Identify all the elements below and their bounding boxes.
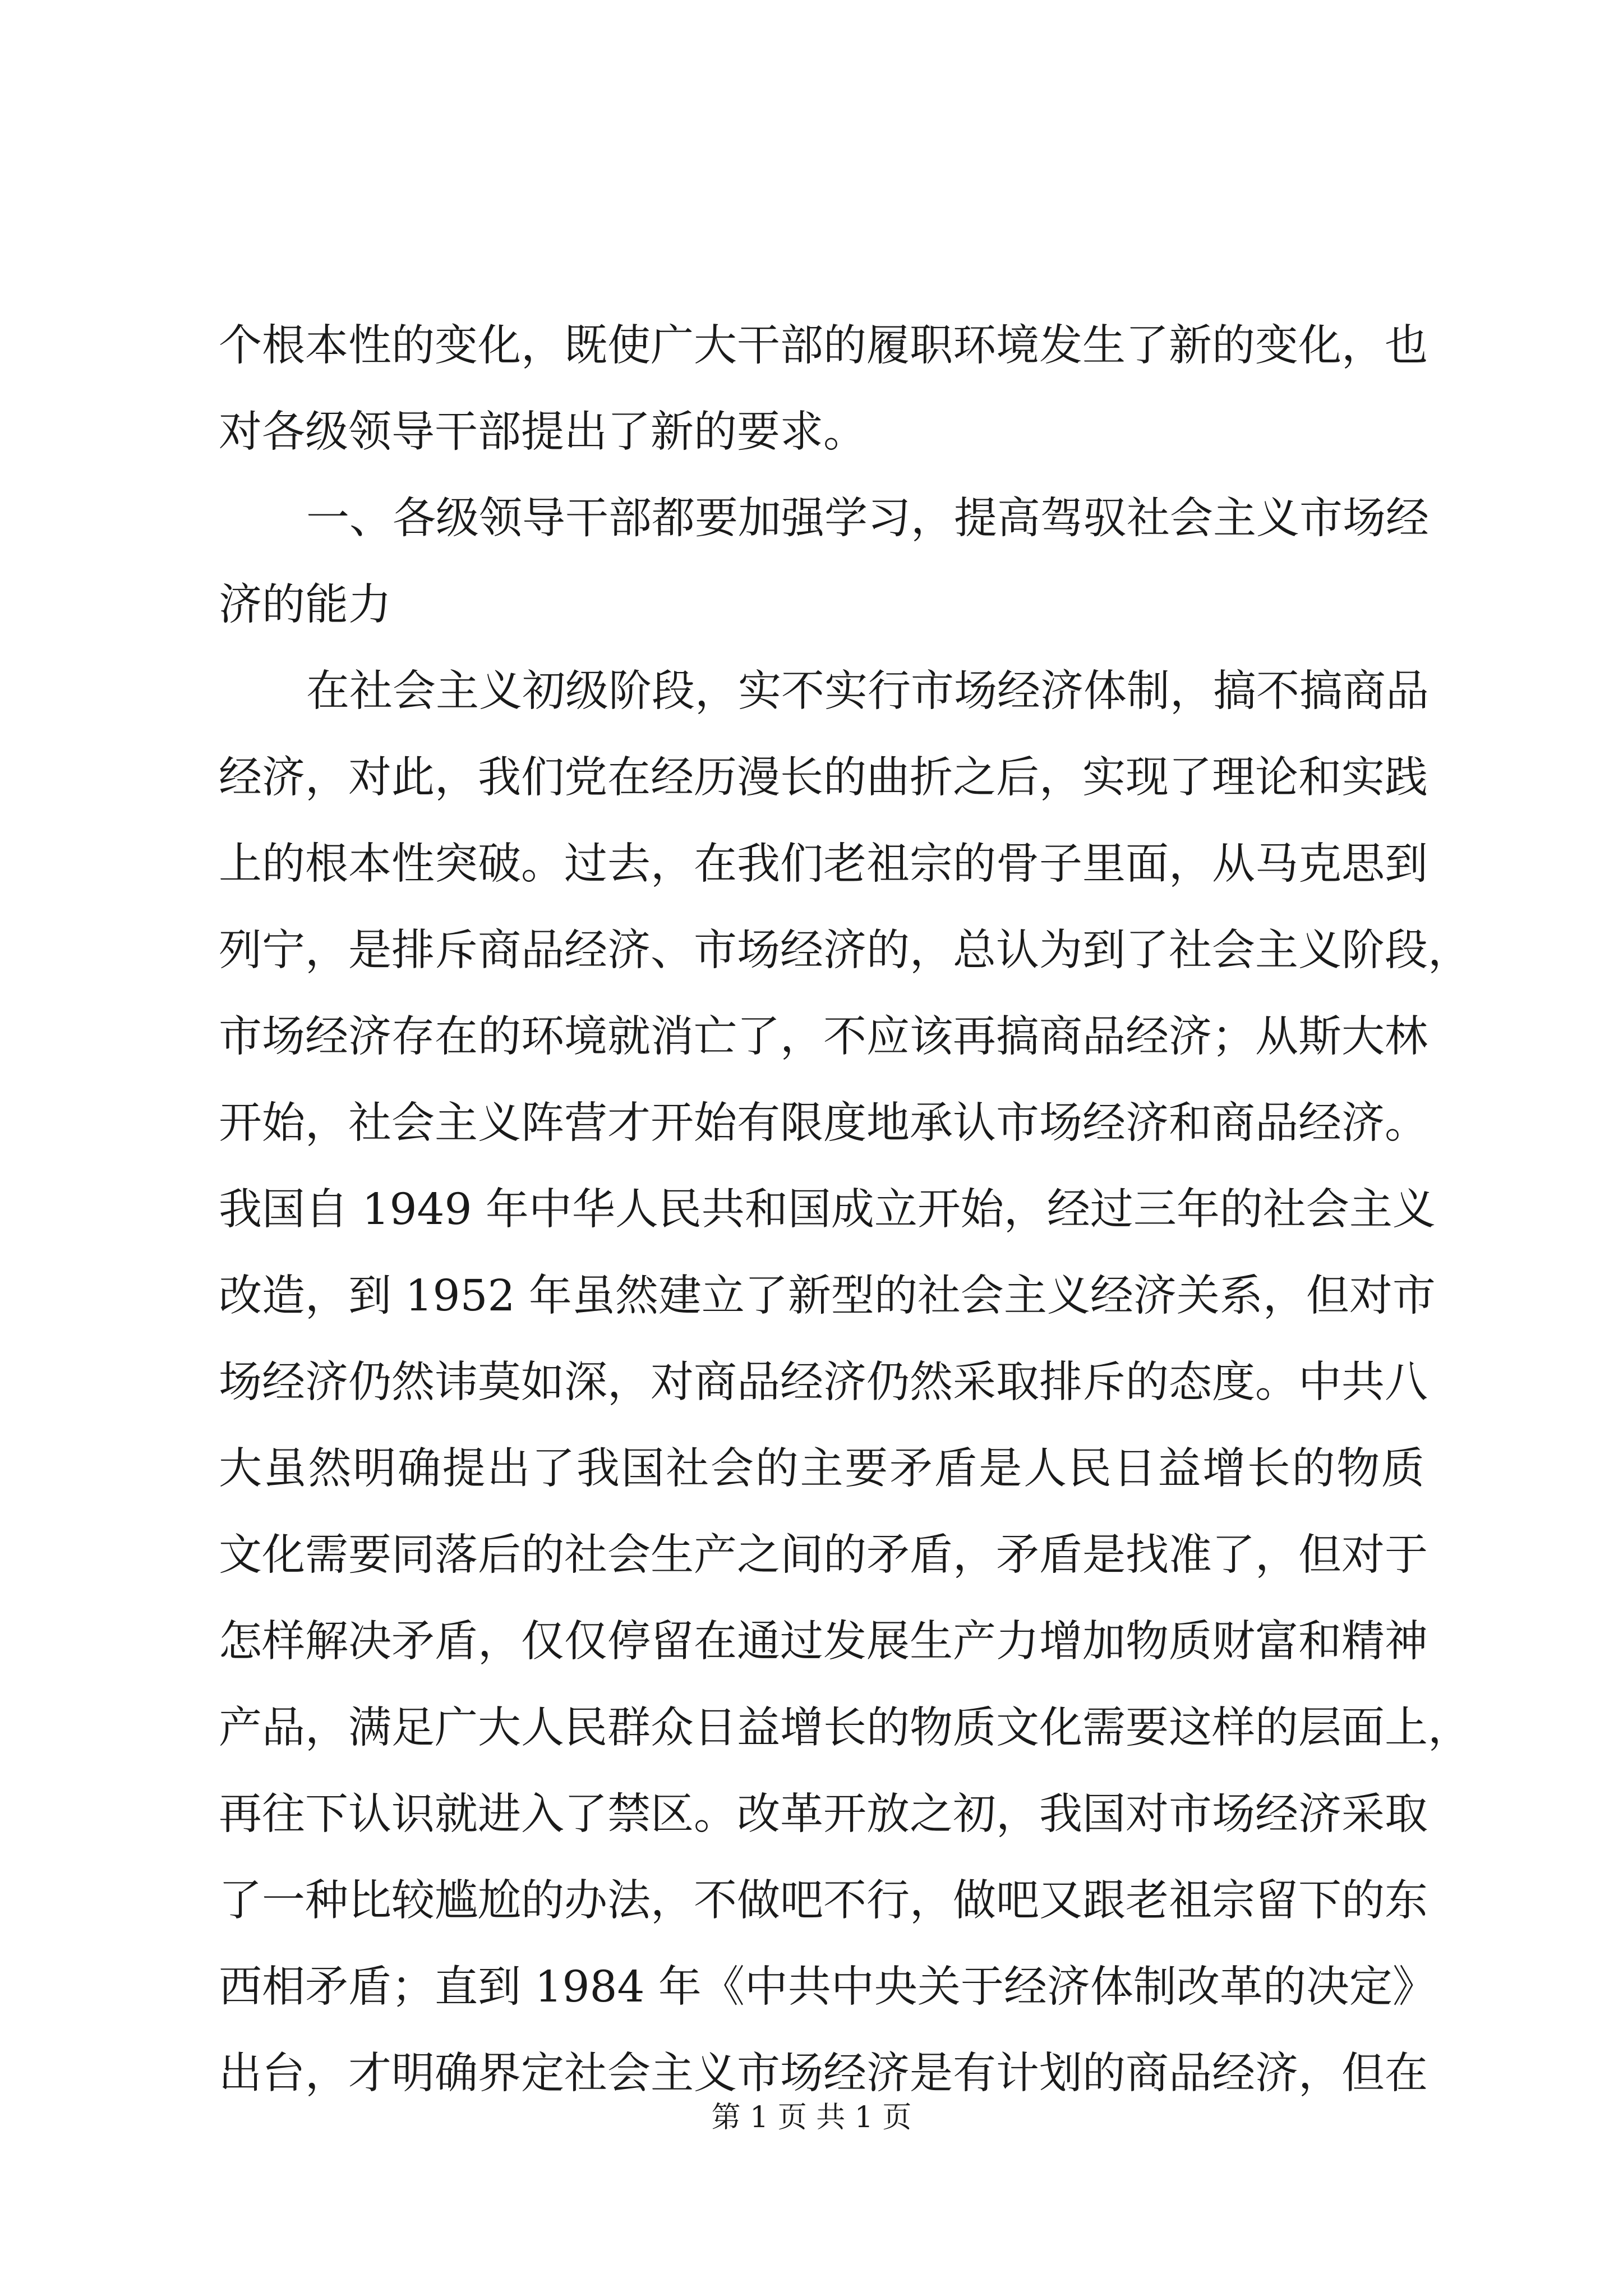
text-line-21: 出台，才明确界定社会主义市场经济是有计划的商品经济，但在 [219,2049,1428,2099]
text-line-18: 再往下认识就进入了禁区。改革开放之初，我国对市场经济采取 [219,1789,1428,1839]
section-heading-line-1: 一、各级领导干部都要加强学习，提高驾驭社会主义市场经 [306,494,1429,544]
text-line-20: 西相矛盾；直到 1984 年《中共中央关于经济体制改革的决定》 [219,1962,1436,2012]
text-line-12: 改造，到 1952 年虽然建立了新型的社会主义经济关系，但对市 [219,1271,1436,1321]
text-line-8: 列宁，是排斥商品经济、市场经济的，总认为到了社会主义阶段， [219,926,1471,976]
text-line-17: 产品，满足广大人民群众日益增长的物质文化需要这样的层面上， [219,1703,1471,1753]
section-heading-line-2: 济的能力 [219,580,391,630]
text-line-15: 文化需要同落后的社会生产之间的矛盾，矛盾是找准了，但对于 [219,1530,1428,1580]
text-line-14: 大虽然明确提出了我国社会的主要矛盾是人民日益增长的物质 [219,1444,1424,1494]
text-line-1: 个根本性的变化，既使广大干部的履职环境发生了新的变化，也 [219,321,1428,371]
text-line-5: 在社会主义初级阶段，实不实行市场经济体制，搞不搞商品 [306,666,1429,716]
text-line-11: 我国自 1949 年中华人民共和国成立开始，经过三年的社会主义 [219,1185,1436,1235]
text-line-16: 怎样解决矛盾，仅仅停留在通过发展生产力增加物质财富和精神 [219,1617,1428,1667]
body-text [219,303,1471,2117]
text-line-9: 市场经济存在的环境就消亡了，不应该再搞商品经济；从斯大林 [219,1012,1428,1062]
page-footer: 第 1 页 共 1 页 [711,2101,912,2134]
text-line-2: 对各级领导干部提出了新的要求。 [219,407,866,457]
text-line-10: 开始，社会主义阵营才开始有限度地承认市场经济和商品经济。 [219,1098,1428,1148]
text-line-6: 经济，对此，我们党在经历漫长的曲折之后，实现了理论和实践 [219,753,1428,803]
text-line-7: 上的根本性突破。过去，在我们老祖宗的骨子里面，从马克思到 [219,839,1428,889]
text-line-13: 场经济仍然讳莫如深，对商品经济仍然采取排斥的态度。中共八 [219,1358,1428,1407]
text-line-19: 了一种比较尴尬的办法，不做吧不行，做吧又跟老祖宗留下的东 [219,1876,1428,1926]
